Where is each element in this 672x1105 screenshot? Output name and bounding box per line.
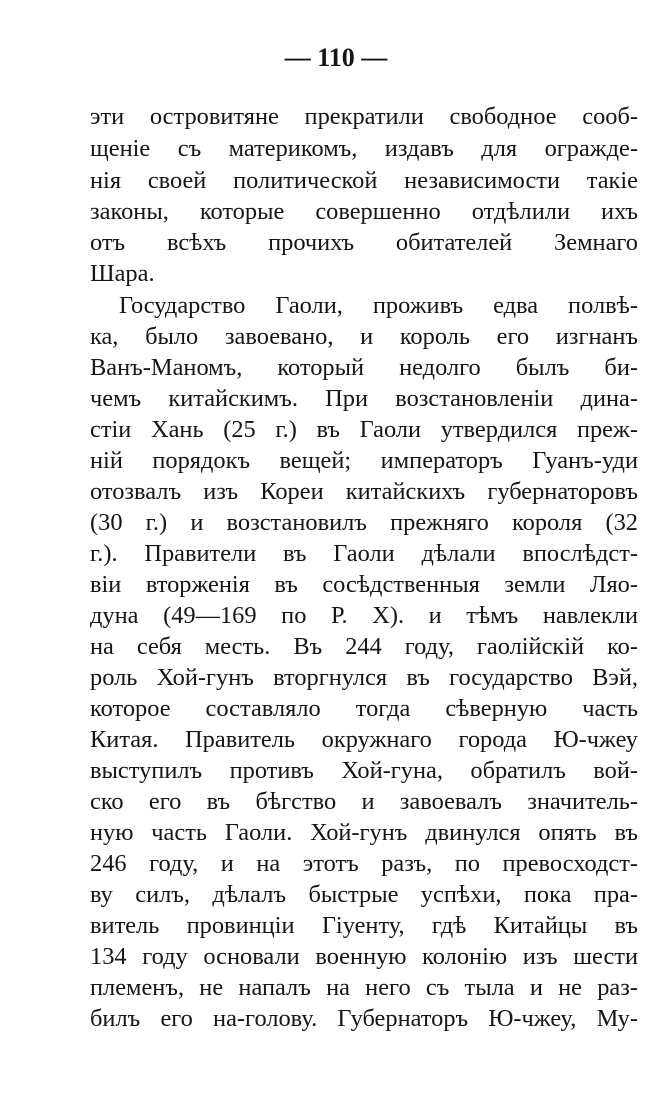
text-line: 134 году основали военную колонію изъ шести (90, 943, 638, 970)
text-line: віи вторженія въ сосѣдственныя земли Ляо- (90, 571, 638, 598)
text-line: Государство Гаоли, проживъ едва полвѣ- (119, 292, 638, 319)
text-line: отъ всѣхъ прочихъ обитателей Земнаго (90, 229, 638, 256)
text-line: ній порядокъ вещей; императоръ Гуанъ-уди (90, 447, 638, 474)
text-line: стіи Хань (25 г.) въ Гаоли утвердился преж- (90, 416, 638, 443)
text-line: Шара. (90, 260, 155, 287)
text-line: г.). Правители въ Гаоли дѣлали впослѣдст- (90, 540, 638, 567)
text-line: (30 г.) и возстановилъ прежняго короля (32 (90, 509, 638, 536)
text-line: племенъ, не напалъ на него съ тыла и не раз- (90, 974, 638, 1001)
text-line: на себя месть. Въ 244 году, гаолійскій ко- (90, 633, 638, 660)
text-line: 246 году, и на этотъ разъ, по превосходст- (90, 850, 638, 877)
text-line: щеніе съ материкомъ, издавъ для огражде- (90, 135, 638, 162)
text-line: ка, было завоевано, и король его изгнанъ (90, 323, 638, 350)
text-line: билъ его на-голову. Губернаторъ Ю-чжеу, Му- (90, 1005, 638, 1032)
text-line: роль Хой-гунъ вторгнулся въ государство Вэй, (90, 664, 638, 691)
text-line: ско его въ бѣгство и завоевалъ значитель- (90, 788, 638, 815)
text-line: которое составляло тогда сѣверную часть (90, 695, 638, 722)
text-line: дуна (49—169 по Р. Х). и тѣмъ навлекли (90, 602, 638, 629)
text-line: Китая. Правитель окружнаго города Ю-чжеу (90, 726, 638, 753)
text-line: эти островитяне прекратили свободное сооб- (90, 103, 638, 130)
text-line: витель провинціи Гіуенту, гдѣ Китайцы въ (90, 912, 638, 939)
text-line: выступилъ противъ Хой-гуна, обратилъ вой- (90, 757, 638, 784)
text-line: чемъ китайскимъ. При возстановленіи дина- (90, 385, 638, 412)
text-line: нія своей политической независимости такіе (90, 167, 638, 194)
text-line: ву силъ, дѣлалъ быстрые успѣхи, пока пра- (90, 881, 638, 908)
page-number: — 110 — (284, 43, 388, 72)
text-line: законы, которые совершенно отдѣлили ихъ (90, 198, 638, 225)
text-line: Ванъ-Маномъ, который недолго былъ би- (90, 354, 638, 381)
text-line: отозвалъ изъ Кореи китайскихъ губернаторовъ (90, 478, 638, 505)
text-line: ную часть Гаоли. Хой-гунъ двинулся опять въ (90, 819, 638, 846)
